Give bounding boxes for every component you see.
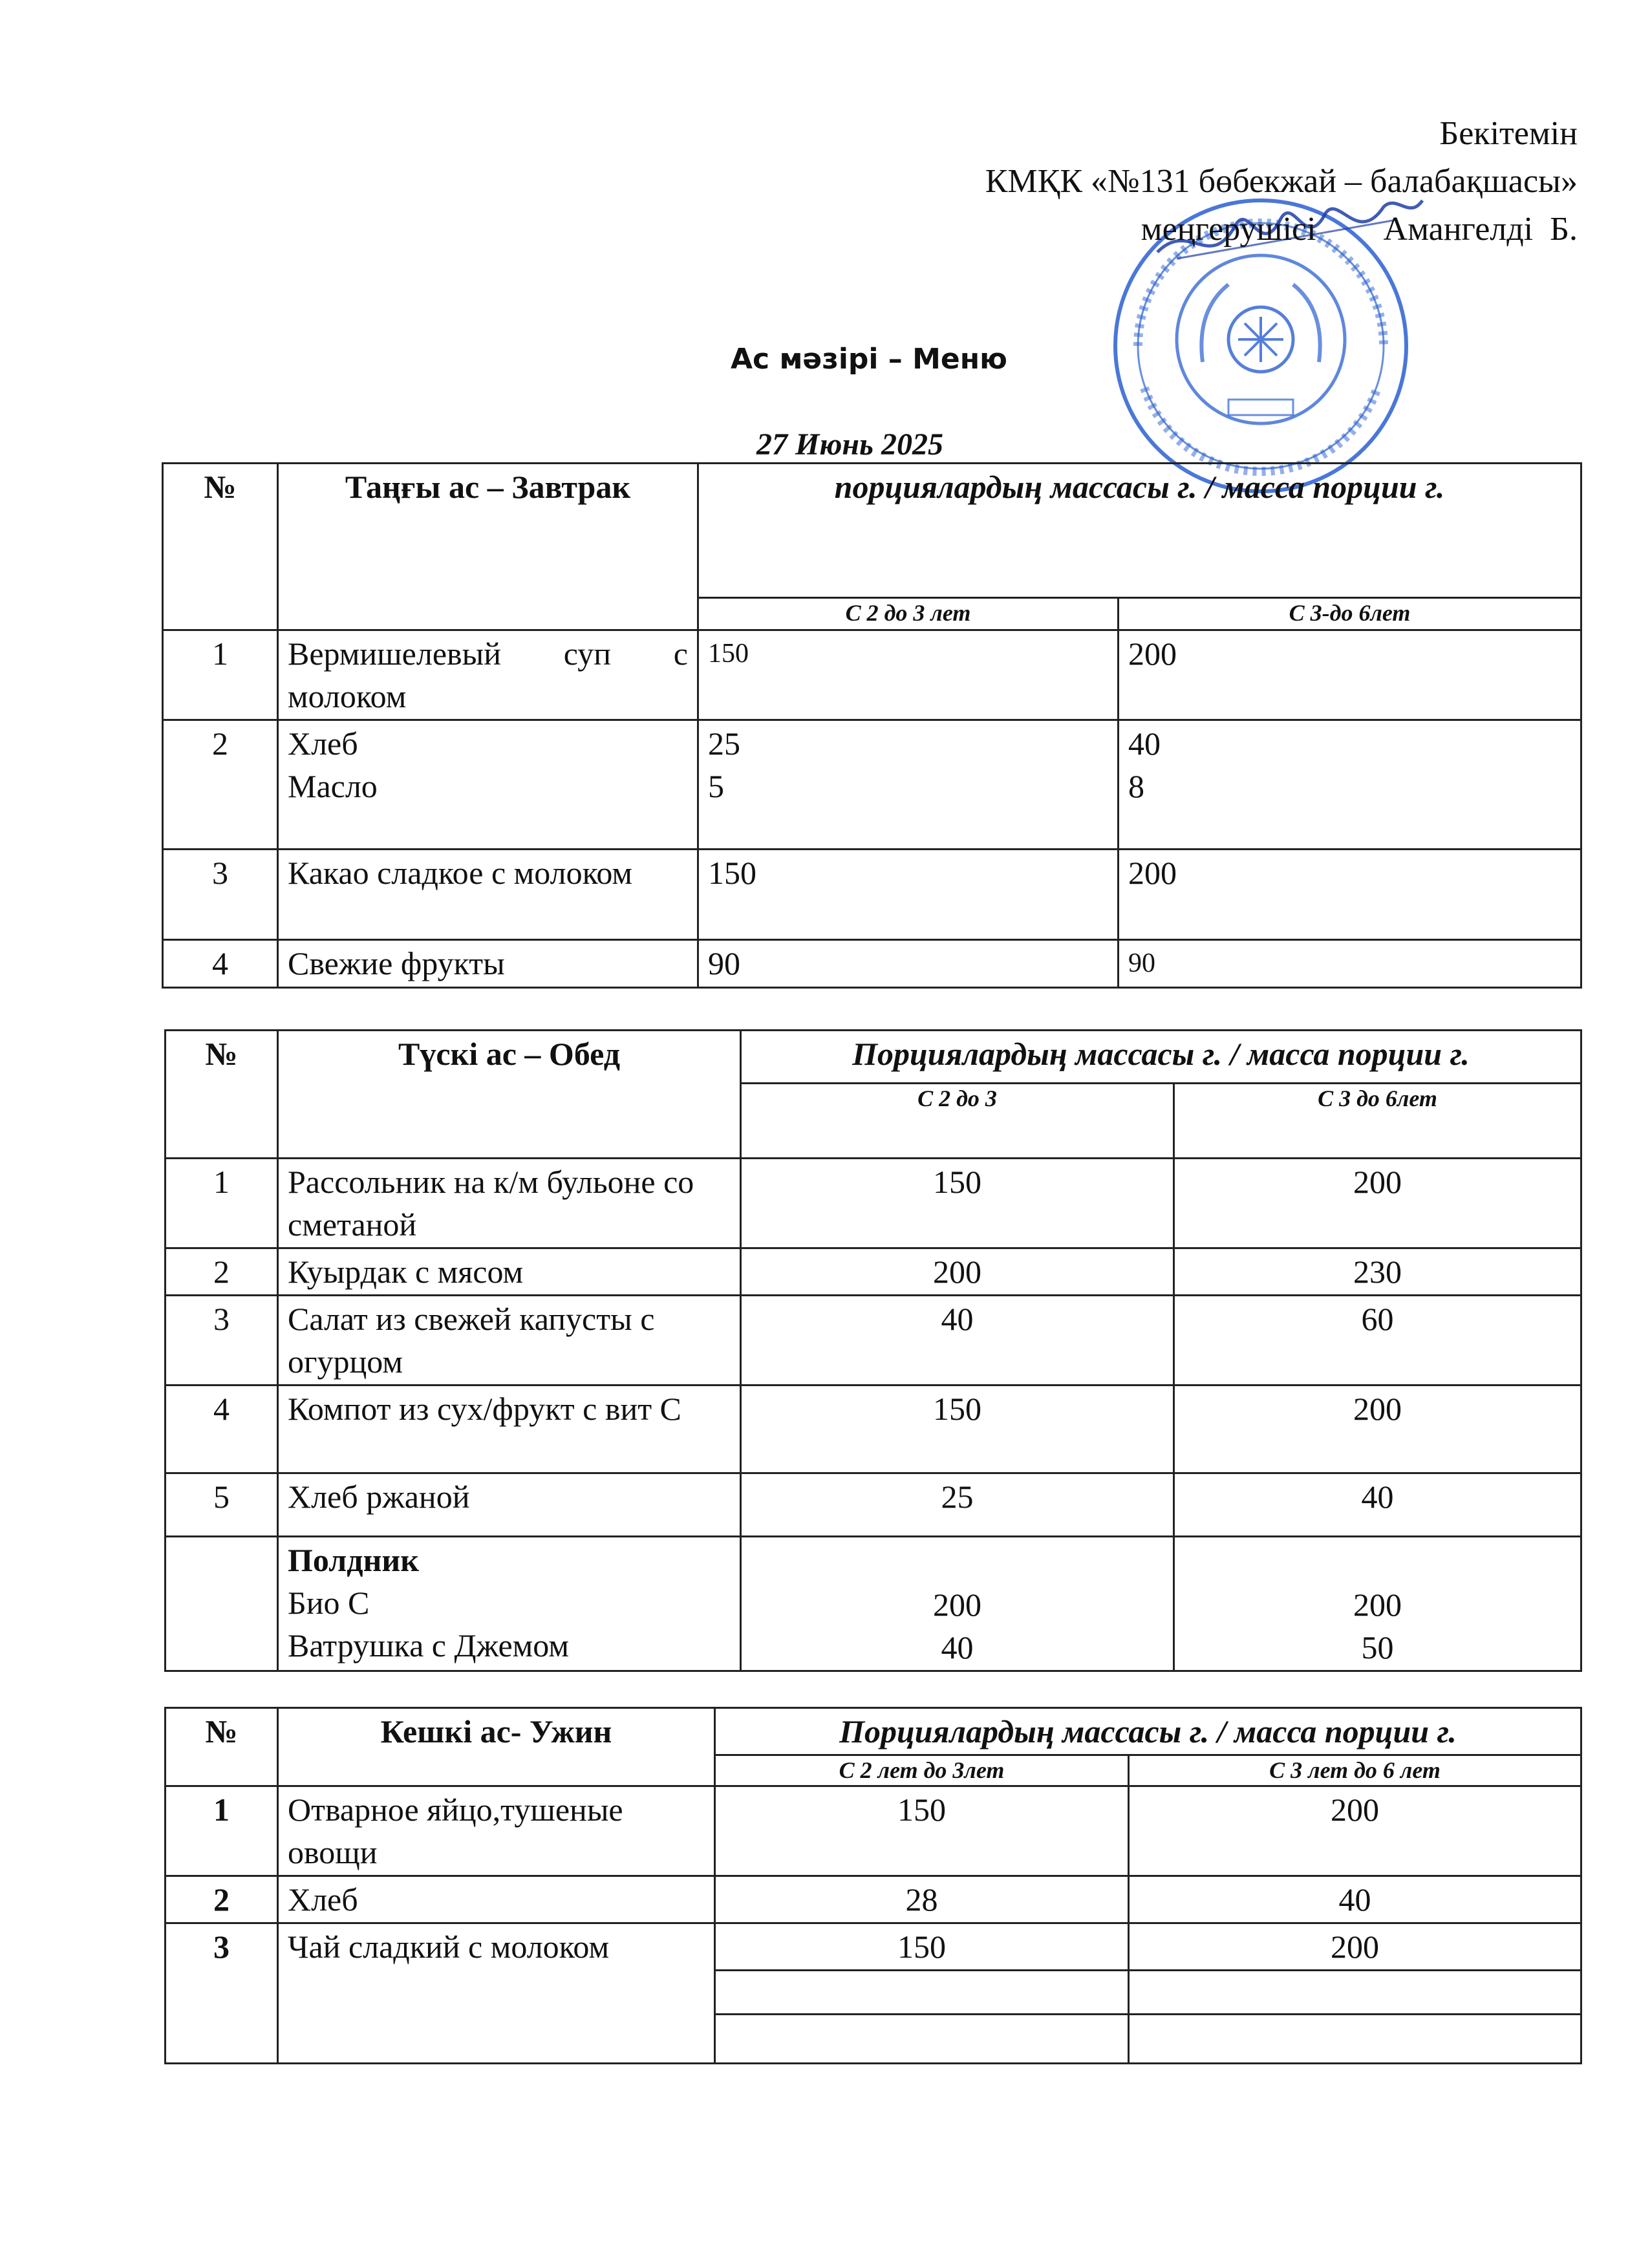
portion-value: 40 — [1128, 725, 1161, 762]
age-group-1-header: С 2 до 3 — [741, 1084, 1174, 1159]
approval-block — [737, 110, 1578, 253]
portion-age-2: 200 — [1174, 1385, 1581, 1473]
col-mass-header: порциялардың массасы г. / масса порции г. — [698, 464, 1581, 598]
col-number-header: № — [163, 464, 278, 630]
portion-value: 25 — [708, 725, 740, 762]
portion-value: 8 — [1128, 768, 1144, 804]
table-row — [166, 1296, 1581, 1385]
portion-age-2: 200 — [1119, 630, 1581, 720]
dish-name: Свежие фрукты — [278, 940, 698, 988]
empty-cell — [715, 1971, 1129, 2015]
col-number-header: № — [166, 1031, 278, 1159]
portion-age-1 — [741, 1537, 1174, 1671]
age-group-2-header: С 3-до 6лет — [1119, 598, 1581, 630]
approval-line-2: КМҚК «№131 бөбекжай – балабақшасы» — [985, 163, 1578, 200]
row-number: 2 — [163, 720, 278, 850]
dish-name: Компот из сух/фрукт с вит С — [278, 1385, 741, 1473]
dish-name-line: Хлеб — [288, 725, 358, 762]
portion-age-2: 200 — [1129, 1786, 1581, 1876]
snack-item: Ватрушка с Джемом — [288, 1627, 569, 1664]
row-number: 1 — [163, 630, 278, 720]
breakfast-table — [162, 462, 1582, 989]
row-number: 3 — [166, 1923, 278, 2064]
dish-name: Рассольник на к/м бульоне со сметаной — [278, 1159, 741, 1248]
dish-name: Салат из свежей капусты с огурцом — [278, 1296, 741, 1385]
age-group-1-header: С 2 лет до 3лет — [715, 1755, 1129, 1786]
table-row — [163, 850, 1581, 940]
portion-age-1: 150 — [741, 1159, 1174, 1248]
portion-value: 5 — [708, 768, 724, 804]
snack-item: Био С — [288, 1585, 370, 1621]
dish-name: Отварное яйцо,тушеные овощи — [278, 1786, 715, 1876]
dish-name: Хлеб ржаной — [278, 1473, 741, 1537]
portion-value: 40 — [941, 1629, 974, 1665]
empty-cell — [1129, 2015, 1581, 2064]
dish-name: Хлеб — [278, 1876, 715, 1923]
portion-age-1: 200 — [741, 1248, 1174, 1296]
lunch-table — [164, 1029, 1582, 1672]
portion-age-2: 230 — [1174, 1248, 1581, 1296]
dish-name: Вермишелевый суп с молоком — [278, 630, 698, 720]
row-number: 2 — [166, 1876, 278, 1923]
table-row — [163, 720, 1581, 850]
page-title: Ас мәзірі – Меню — [731, 343, 1007, 376]
table-row — [166, 1159, 1581, 1248]
empty-cell — [715, 2015, 1129, 2064]
portion-age-2: 90 — [1119, 940, 1581, 988]
snack-items — [278, 1537, 741, 1671]
row-number: 4 — [163, 940, 278, 988]
portion-age-2: 200 — [1129, 1923, 1581, 1971]
portion-age-1: 90 — [698, 940, 1119, 988]
table-row — [166, 1876, 1581, 1923]
row-number: 3 — [166, 1296, 278, 1385]
col-meal-header: Кешкі ас- Ужин — [278, 1708, 715, 1786]
col-mass-header: Порциялардың массасы г. / масса порции г. — [715, 1708, 1581, 1755]
table-row — [166, 1923, 1581, 1971]
row-number: 1 — [166, 1159, 278, 1248]
row-number-empty — [166, 1537, 278, 1671]
portion-age-2: 200 — [1174, 1159, 1581, 1248]
empty-cell — [1129, 1971, 1581, 2015]
col-mass-header: Порциялардың массасы г. / масса порции г. — [741, 1031, 1581, 1084]
snack-row — [166, 1537, 1581, 1671]
approval-line-1: Бекітемін — [1439, 115, 1578, 152]
dish-name: Какао сладкое с молоком — [278, 850, 698, 940]
row-number: 3 — [163, 850, 278, 940]
table-row — [166, 1248, 1581, 1296]
dish-name-line: Масло — [288, 768, 378, 804]
col-meal-header: Түскі ас – Обед — [278, 1031, 741, 1159]
dish-name: Чай сладкий с молоком — [278, 1923, 715, 2064]
age-group-2-header: С 3 до 6лет — [1174, 1084, 1581, 1159]
table-row — [166, 1786, 1581, 1876]
table-row — [163, 630, 1581, 720]
portion-age-2 — [1174, 1537, 1581, 1671]
table-row — [163, 940, 1581, 988]
portion-age-2: 200 — [1119, 850, 1581, 940]
portion-age-1: 40 — [741, 1296, 1174, 1385]
dish-name: Куырдак с мясом — [278, 1248, 741, 1296]
portion-age-2: 60 — [1174, 1296, 1581, 1385]
portion-age-2 — [1119, 720, 1581, 850]
portion-age-1: 150 — [698, 630, 1119, 720]
portion-age-2: 40 — [1174, 1473, 1581, 1537]
row-number: 4 — [166, 1385, 278, 1473]
menu-date: 27 Июнь 2025 — [756, 427, 943, 462]
portion-age-1: 150 — [715, 1923, 1129, 1971]
col-number-header: № — [166, 1708, 278, 1786]
age-group-2-header: С 3 лет до 6 лет — [1129, 1755, 1581, 1786]
row-number: 2 — [166, 1248, 278, 1296]
row-number: 1 — [166, 1786, 278, 1876]
portion-value: 50 — [1361, 1629, 1394, 1665]
dinner-table — [164, 1707, 1582, 2064]
portion-value: 200 — [1353, 1587, 1402, 1623]
col-meal-header: Таңғы ас – Завтрак — [278, 464, 698, 630]
portion-age-1: 150 — [715, 1786, 1129, 1876]
portion-age-1: 25 — [741, 1473, 1174, 1537]
table-row — [166, 1473, 1581, 1537]
portion-age-1: 28 — [715, 1876, 1129, 1923]
portion-value: 200 — [933, 1587, 981, 1623]
approval-line-3: меңгерушісі Амангелді Б. — [1141, 211, 1578, 248]
portion-age-1 — [698, 720, 1119, 850]
age-group-1-header: С 2 до 3 лет — [698, 598, 1119, 630]
row-number: 5 — [166, 1473, 278, 1537]
portion-age-1: 150 — [698, 850, 1119, 940]
table-row — [166, 1385, 1581, 1473]
portion-age-2: 40 — [1129, 1876, 1581, 1923]
snack-title: Полдник — [288, 1542, 420, 1578]
dish-name — [278, 720, 698, 850]
portion-age-1: 150 — [741, 1385, 1174, 1473]
